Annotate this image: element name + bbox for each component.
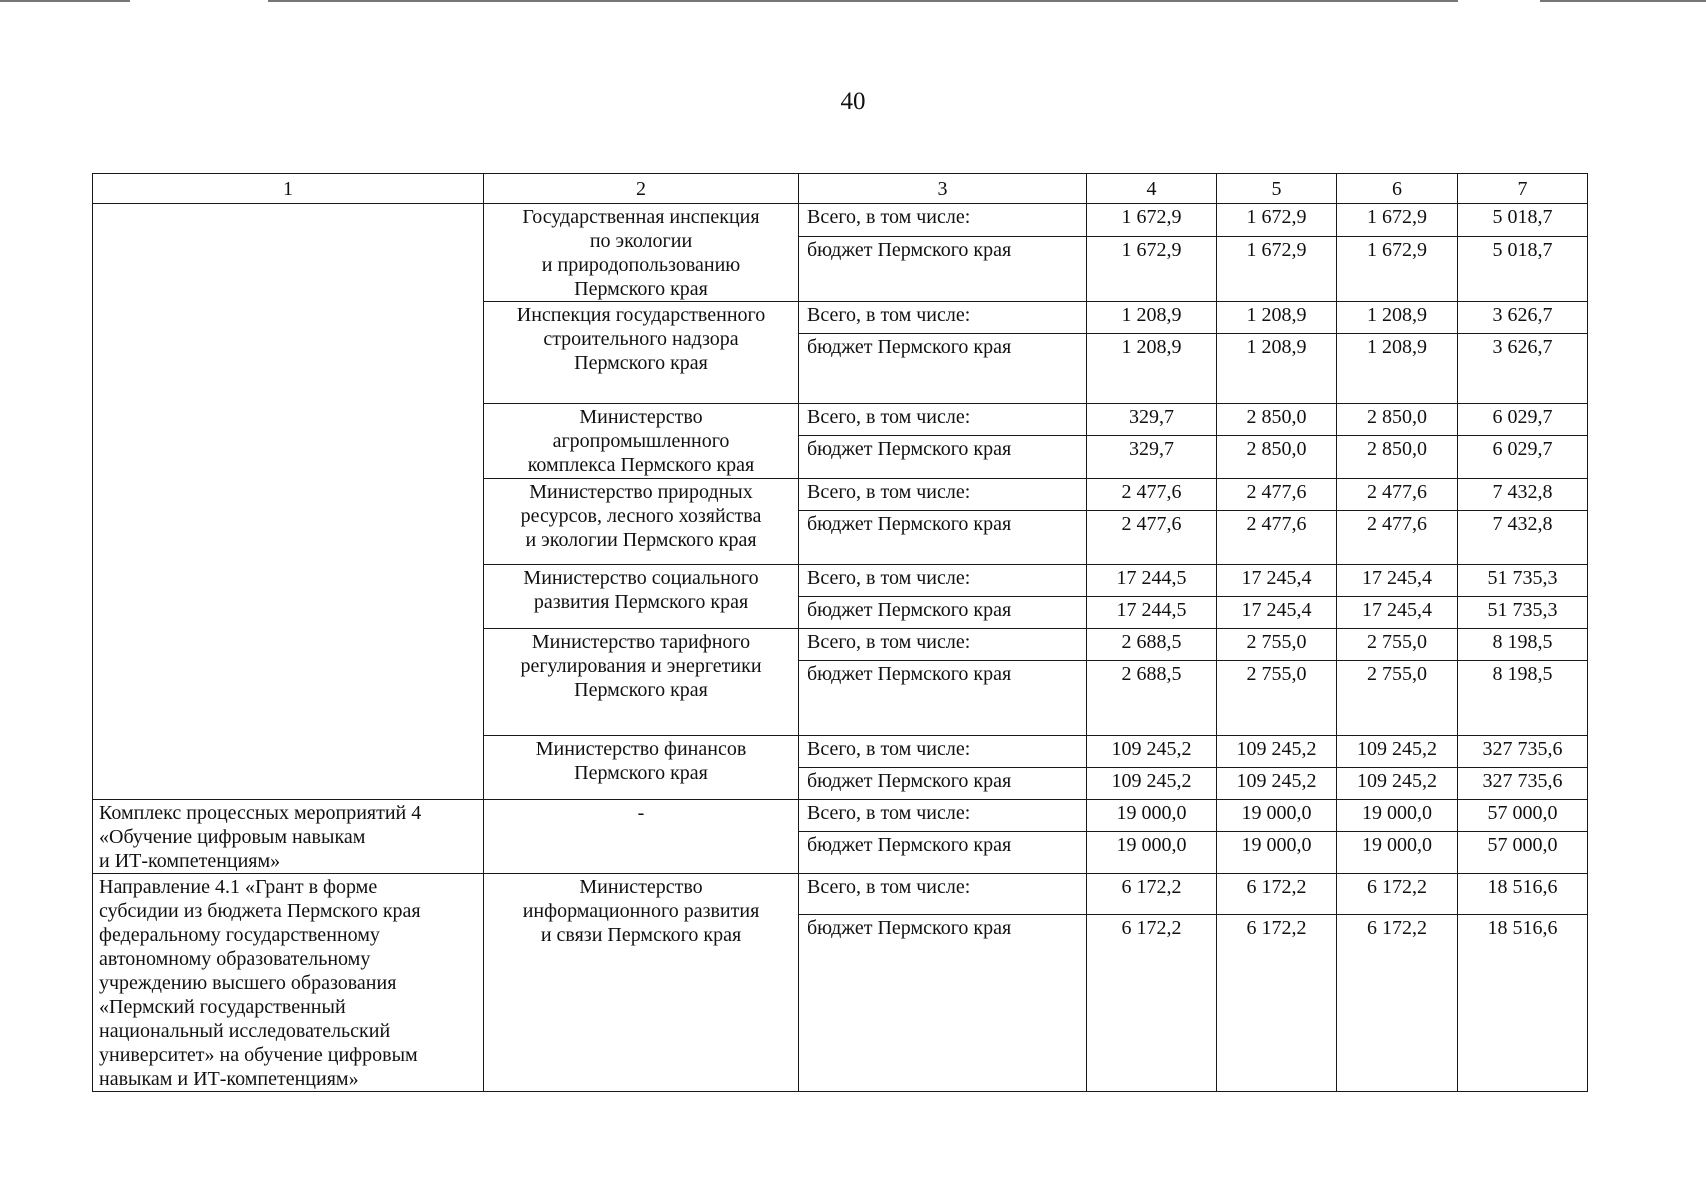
amount-cell: 19 000,0 — [1087, 800, 1217, 832]
program-cell: Направление 4.1 «Грант в форме субсидии из бюджета Пермского края федеральному государственному автономному образовательному учреждению высшего образования «Пермский государственный национальный исследовательский университет» на обучение цифровым навыкам и ИТ-компетенциям» — [93, 874, 484, 1092]
amount-cell: 109 245,2 — [1087, 768, 1217, 800]
page-number: 40 — [840, 88, 866, 115]
amount-cell: 51 735,3 — [1458, 597, 1588, 629]
amount-cell: 57 000,0 — [1458, 832, 1588, 874]
amount-cell: 2 688,5 — [1087, 661, 1217, 736]
amount-cell: 51 735,3 — [1458, 565, 1588, 597]
table-row — [93, 204, 1588, 237]
funding-source-budget: бюджет Пермского края — [799, 915, 1087, 1092]
amount-cell: 6 029,7 — [1458, 436, 1588, 479]
amount-cell: 1 208,9 — [1087, 334, 1217, 404]
column-header: 6 — [1337, 174, 1458, 204]
funding-source-budget: бюджет Пермского края — [799, 597, 1087, 629]
amount-cell: 1 208,9 — [1337, 334, 1458, 404]
amount-cell: 1 672,9 — [1337, 204, 1458, 237]
amount-cell: 17 245,4 — [1217, 597, 1337, 629]
amount-cell: 109 245,2 — [1337, 768, 1458, 800]
funding-source-total: Всего, в том числе: — [799, 565, 1087, 597]
amount-cell: 329,7 — [1087, 404, 1217, 436]
amount-cell: 18 516,6 — [1458, 915, 1588, 1092]
amount-cell: 2 755,0 — [1217, 661, 1337, 736]
program-cell: Комплекс процессных мероприятий 4 «Обучение цифровым навыкам и ИТ-компетенциям» — [93, 800, 484, 874]
amount-cell: 6 172,2 — [1217, 915, 1337, 1092]
funding-source-total: Всего, в том числе: — [799, 629, 1087, 661]
amount-cell: 2 755,0 — [1217, 629, 1337, 661]
amount-cell: 2 850,0 — [1337, 436, 1458, 479]
amount-cell: 17 244,5 — [1087, 597, 1217, 629]
amount-cell: 3 626,7 — [1458, 302, 1588, 334]
amount-cell: 1 672,9 — [1337, 236, 1458, 301]
amount-cell: 109 245,2 — [1217, 736, 1337, 768]
agency-cell: Государственная инспекция по экологии и природопользованию Пермского края — [484, 204, 799, 302]
amount-cell: 1 672,9 — [1087, 204, 1217, 237]
amount-cell: 6 172,2 — [1337, 874, 1458, 915]
amount-cell: 19 000,0 — [1337, 800, 1458, 832]
amount-cell: 19 000,0 — [1217, 800, 1337, 832]
funding-source-budget: бюджет Пермского края — [799, 436, 1087, 479]
amount-cell: 7 432,8 — [1458, 511, 1588, 565]
funding-source-total: Всего, в том числе: — [799, 479, 1087, 511]
column-header: 7 — [1458, 174, 1588, 204]
amount-cell: 2 755,0 — [1337, 629, 1458, 661]
amount-cell: 2 688,5 — [1087, 629, 1217, 661]
amount-cell: 1 208,9 — [1217, 302, 1337, 334]
funding-source-budget: бюджет Пермского края — [799, 832, 1087, 874]
amount-cell: 2 477,6 — [1087, 479, 1217, 511]
agency-cell: Министерство агропромышленного комплекса Пермского края — [484, 404, 799, 479]
agency-cell: Министерство тарифного регулирования и энергетики Пермского края — [484, 629, 799, 736]
amount-cell: 2 850,0 — [1217, 404, 1337, 436]
agency-cell: Министерство природных ресурсов, лесного хозяйства и экологии Пермского края — [484, 479, 799, 565]
amount-cell: 19 000,0 — [1337, 832, 1458, 874]
amount-cell: 57 000,0 — [1458, 800, 1588, 832]
amount-cell: 19 000,0 — [1087, 832, 1217, 874]
amount-cell: 109 245,2 — [1217, 768, 1337, 800]
amount-cell: 7 432,8 — [1458, 479, 1588, 511]
amount-cell: 8 198,5 — [1458, 629, 1588, 661]
amount-cell: 2 850,0 — [1217, 436, 1337, 479]
amount-cell: 2 477,6 — [1087, 511, 1217, 565]
funding-source-total: Всего, в том числе: — [799, 204, 1087, 237]
agency-cell: - — [484, 800, 799, 874]
table-row — [93, 874, 1588, 915]
funding-source-budget: бюджет Пермского края — [799, 661, 1087, 736]
funding-source-total: Всего, в том числе: — [799, 800, 1087, 832]
amount-cell: 5 018,7 — [1458, 236, 1588, 301]
amount-cell: 2 477,6 — [1217, 479, 1337, 511]
amount-cell: 109 245,2 — [1337, 736, 1458, 768]
column-header: 3 — [799, 174, 1087, 204]
amount-cell: 6 172,2 — [1087, 874, 1217, 915]
agency-cell: Министерство финансов Пермского края — [484, 736, 799, 800]
budget-table — [92, 173, 1588, 1092]
amount-cell: 2 477,6 — [1337, 479, 1458, 511]
amount-cell: 19 000,0 — [1217, 832, 1337, 874]
amount-cell: 2 850,0 — [1337, 404, 1458, 436]
scan-edge-mark — [268, 0, 1458, 2]
amount-cell: 6 172,2 — [1337, 915, 1458, 1092]
amount-cell: 327 735,6 — [1458, 736, 1588, 768]
agency-cell: Министерство социального развития Пермского края — [484, 565, 799, 629]
column-header: 2 — [484, 174, 799, 204]
scan-edge-mark — [1540, 0, 1706, 2]
amount-cell: 1 208,9 — [1337, 302, 1458, 334]
amount-cell: 5 018,7 — [1458, 204, 1588, 237]
amount-cell: 327 735,6 — [1458, 768, 1588, 800]
funding-source-total: Всего, в том числе: — [799, 736, 1087, 768]
agency-cell: Министерство информационного развития и связи Пермского края — [484, 874, 799, 1092]
funding-source-budget: бюджет Пермского края — [799, 334, 1087, 404]
amount-cell: 17 244,5 — [1087, 565, 1217, 597]
amount-cell: 1 672,9 — [1217, 236, 1337, 301]
amount-cell: 6 172,2 — [1217, 874, 1337, 915]
funding-source-total: Всего, в том числе: — [799, 874, 1087, 915]
amount-cell: 6 029,7 — [1458, 404, 1588, 436]
program-cell — [93, 204, 484, 800]
column-header: 5 — [1217, 174, 1337, 204]
amount-cell: 1 208,9 — [1217, 334, 1337, 404]
amount-cell: 3 626,7 — [1458, 334, 1588, 404]
table-body — [93, 174, 1588, 1092]
column-number-row — [93, 174, 1588, 204]
funding-source-budget: бюджет Пермского края — [799, 768, 1087, 800]
column-header: 4 — [1087, 174, 1217, 204]
funding-source-budget: бюджет Пермского края — [799, 236, 1087, 301]
amount-cell: 1 208,9 — [1087, 302, 1217, 334]
amount-cell: 17 245,4 — [1337, 565, 1458, 597]
amount-cell: 329,7 — [1087, 436, 1217, 479]
scan-edge-mark — [0, 0, 130, 2]
funding-source-total: Всего, в том числе: — [799, 302, 1087, 334]
funding-source-budget: бюджет Пермского края — [799, 511, 1087, 565]
agency-cell: Инспекция государственного строительного надзора Пермского края — [484, 302, 799, 404]
funding-source-total: Всего, в том числе: — [799, 404, 1087, 436]
amount-cell: 2 477,6 — [1217, 511, 1337, 565]
table-row — [93, 800, 1588, 832]
amount-cell: 17 245,4 — [1337, 597, 1458, 629]
amount-cell: 17 245,4 — [1217, 565, 1337, 597]
amount-cell: 1 672,9 — [1217, 204, 1337, 237]
amount-cell: 6 172,2 — [1087, 915, 1217, 1092]
amount-cell: 2 477,6 — [1337, 511, 1458, 565]
amount-cell: 109 245,2 — [1087, 736, 1217, 768]
amount-cell: 8 198,5 — [1458, 661, 1588, 736]
amount-cell: 18 516,6 — [1458, 874, 1588, 915]
amount-cell: 2 755,0 — [1337, 661, 1458, 736]
amount-cell: 1 672,9 — [1087, 236, 1217, 301]
column-header: 1 — [93, 174, 484, 204]
